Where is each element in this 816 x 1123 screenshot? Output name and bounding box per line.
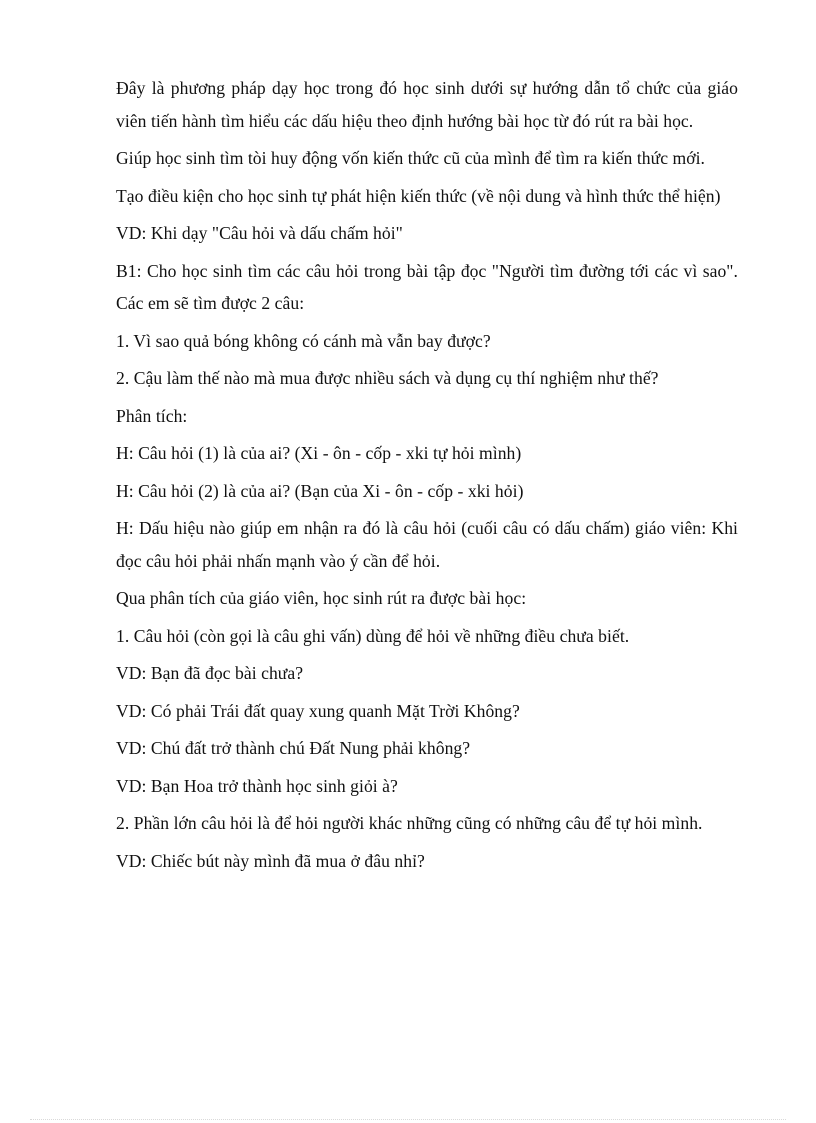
paragraph-question-2: 2. Cậu làm thế nào mà mua được nhiều sách và dụng cụ thí nghiệm như thế? [116, 368, 659, 388]
paragraph-example-3: VD: Chú đất trở thành chú Đất Nung phải không? [116, 738, 471, 758]
paragraph-method-definition: Đây là phương pháp dạy học trong đó học sinh dưới sự hướng dẫn tổ chức của giáo viên tiến hành tìm hiểu các dấu hiệu theo định hướng bài học từ đó rút ra bài học. [116, 78, 738, 131]
paragraph-condition: Tạo điều kiện cho học sinh tự phát hiện kiến thức (về nội dung và hình thức thể hiện) [116, 185, 721, 206]
paragraph-analysis-heading: Phân tích: [116, 405, 188, 426]
paragraph-example-5: VD: Chiếc bút này mình đã mua ở đâu nhỉ? [116, 850, 425, 871]
paragraph-example-4: VD: Bạn Hoa trở thành học sinh giỏi à? [116, 775, 398, 796]
paragraph-h-question-3: H: Dấu hiệu nào giúp em nhận ra đó là câu hỏi (cuối câu có dấu chấm) giáo viên: Khi đọc câu hỏi phải nhấn mạnh vào ý cần để hỏi. [116, 518, 738, 571]
paragraph-h-question-2: H: Câu hỏi (2) là của ai? (Bạn của Xi - ôn - cốp - xki hỏi) [116, 480, 524, 501]
paragraph-example-title: VD: Khi dạy "Câu hỏi và dấu chấm hỏi" [116, 223, 403, 243]
paragraph-lesson-intro: Qua phân tích của giáo viên, học sinh rút ra được bài học: [116, 588, 527, 608]
paragraph-step-1: B1: Cho học sinh tìm các câu hỏi trong bài tập đọc "Người tìm đường tới các vì sao". Các em sẽ tìm được 2 câu: [116, 260, 738, 313]
document-page [116, 72, 738, 882]
paragraph-question-1: 1. Vì sao quả bóng không có cánh mà vẫn bay được? [116, 330, 491, 351]
paragraph-lesson-point-2: 2. Phần lớn câu hỏi là để hỏi người khác những cũng có những câu để tự hỏi mình. [116, 813, 703, 833]
paragraph-example-1: VD: Bạn đã đọc bài chưa? [116, 663, 304, 683]
page-bottom-divider [30, 1119, 786, 1120]
paragraph-h-question-1: H: Câu hỏi (1) là của ai? (Xi - ôn - cốp - xki tự hỏi mình) [116, 443, 522, 463]
paragraph-lesson-point-1: 1. Câu hỏi (còn gọi là câu ghi vấn) dùng để hỏi về những điều chưa biết. [116, 625, 630, 646]
paragraph-purpose: Giúp học sinh tìm tòi huy động vốn kiến thức cũ của mình để tìm ra kiến thức mới. [116, 148, 705, 168]
paragraph-example-2: VD: Có phải Trái đất quay xung quanh Mặt Trời Không? [116, 700, 520, 721]
